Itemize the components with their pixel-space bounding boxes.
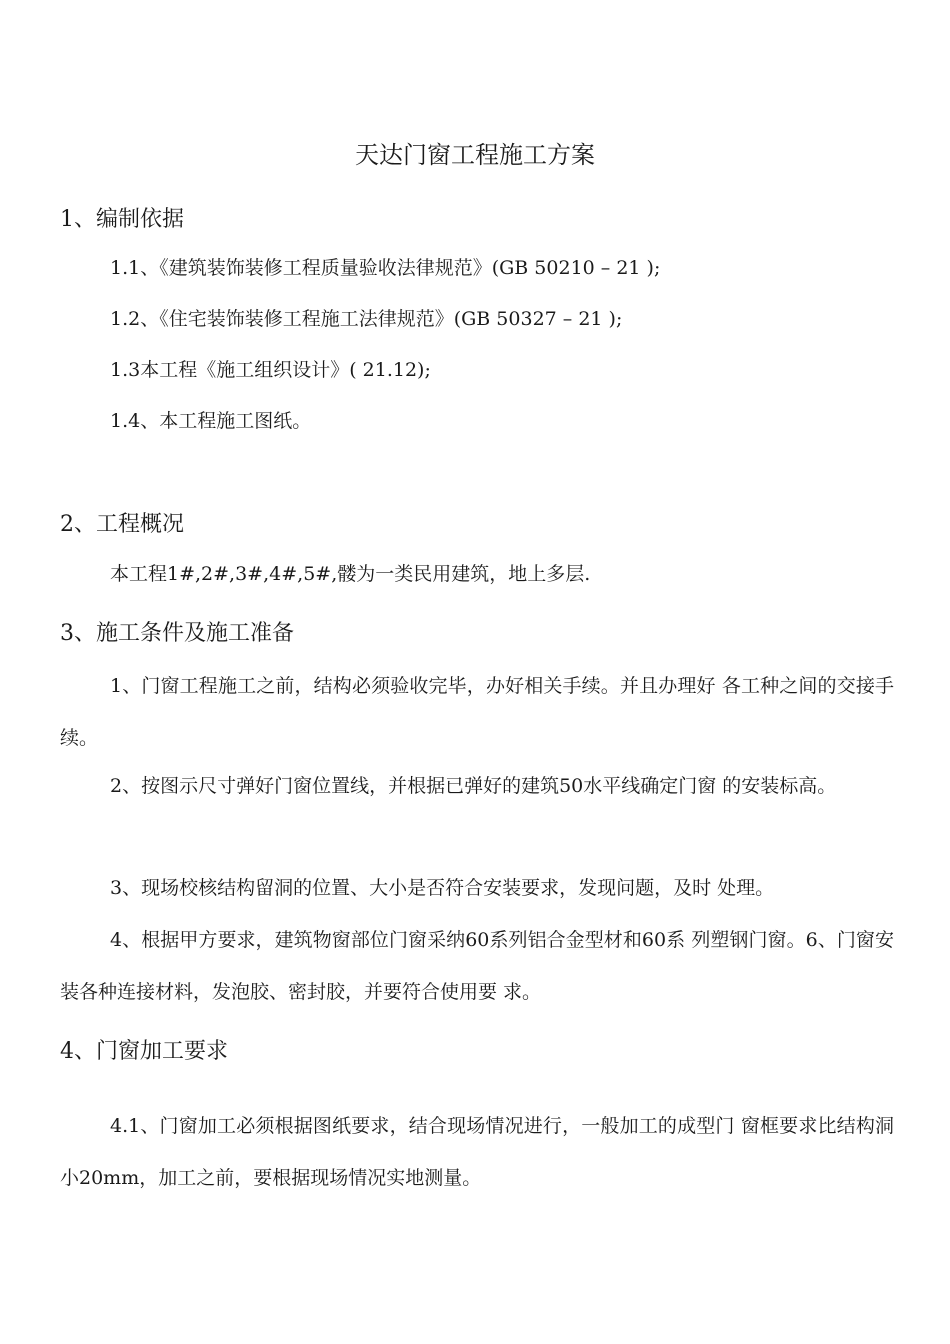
- section-heading-conditions: 3、施工条件及施工准备: [60, 621, 294, 646]
- conditions-item-2: 2、按图示尺寸弹好门窗位置线，并根据已弹好的建筑50水平线确定门窗 的安装标高。: [110, 775, 837, 797]
- section-heading-overview: 2、工程概况: [60, 512, 184, 537]
- basis-item-4: 1.4、本工程施工图纸。: [110, 410, 312, 432]
- basis-item-2: 1.2、《住宅装饰装修工程施工法律规范》(GB 50327 – 21 );: [110, 308, 623, 330]
- overview-text: 本工程1#,2#,3#,4#,5#,髅为一类民用建筑，地上多层.: [110, 563, 591, 585]
- conditions-item-4: 4、根据甲方要求，建筑物窗部位门窗采纳60系列铝合金型材和60系 列塑钢门窗。6、门窗安装各种连接材料，发泡胶、密封胶，并要符合使用要 求。: [60, 929, 894, 1003]
- section-heading-processing: 4、门窗加工要求: [60, 1039, 228, 1064]
- basis-item-3: 1.3本工程《施工组织设计》( 21.12);: [110, 359, 431, 381]
- processing-item-1: 4.1、门窗加工必须根据图纸要求，结合现场情况进行，一般加工的成型门 窗框要求比结构洞小20mm，加工之前，要根据现场情况实地测量。: [60, 1115, 894, 1189]
- section-heading-basis: 1、编制依据: [60, 207, 184, 232]
- basis-item-1: 1.1、《建筑装饰装修工程质量验收法律规范》(GB 50210 – 21 );: [110, 257, 661, 279]
- conditions-item-1: 1、门窗工程施工之前，结构必须验收完毕，办好相关手续。并且办理好 各工种之间的交接手续。: [60, 675, 894, 749]
- conditions-item-3: 3、现场校核结构留洞的位置、大小是否符合安装要求，发现问题，及时 处理。: [110, 877, 775, 899]
- document-title: 天达门窗工程施工方案: [355, 141, 595, 169]
